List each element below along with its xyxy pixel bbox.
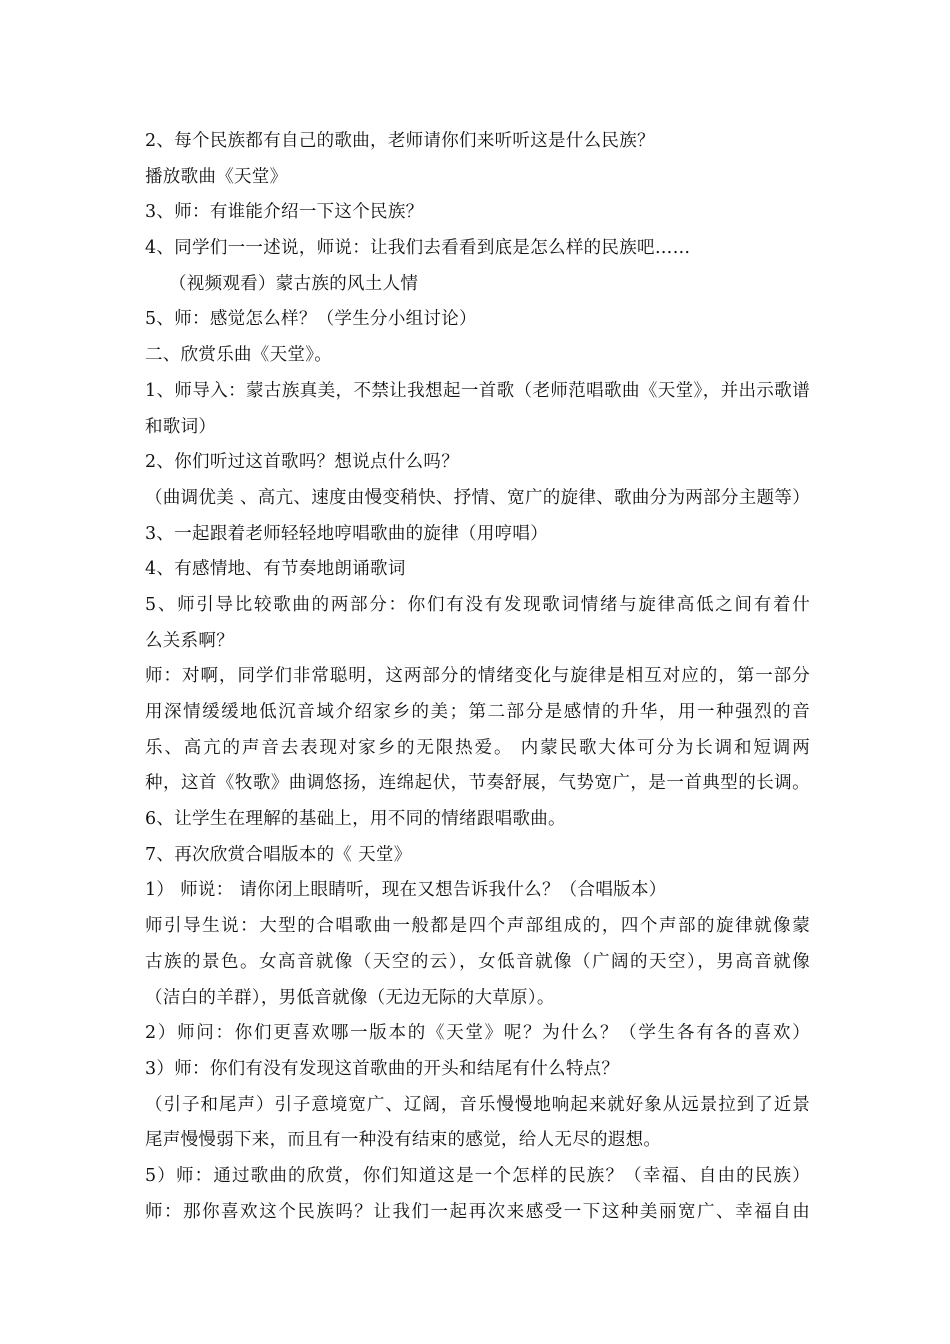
- text-line: 师：那你喜欢这个民族吗？让我们一起再次来感受一下这种美丽宽广、幸福自由: [145, 1201, 810, 1222]
- text-line: 1、师导入：蒙古族真美，不禁让我想起一首歌（老师范唱歌曲《天堂》，并出示歌谱: [145, 380, 810, 401]
- text-line: 6、让学生在理解的基础上，用不同的情绪跟唱歌曲。: [145, 809, 566, 830]
- text-line: 3、师：有谁能介绍一下这个民族？: [145, 202, 424, 223]
- text-line: 5）师：通过歌曲的欣赏，你们知道这是一个怎样的民族？（幸福、自由的民族）: [145, 1165, 810, 1186]
- text-line: 2）师问：你们更喜欢哪一版本的《天堂》呢？为什么？（学生各有各的喜欢）: [145, 1023, 810, 1044]
- text-line: 5、师引导比较歌曲的两部分：你们有没有发现歌词情绪与旋律高低之间有着什: [145, 594, 810, 615]
- text-line: 4、有感情地、有节奏地朗诵歌词: [145, 559, 406, 580]
- document-body: [145, 124, 810, 1230]
- text-line: 3）师：你们有没有发现这首歌曲的开头和结尾有什么特点？: [145, 1058, 620, 1079]
- text-line: （引子和尾声）引子意境宽广、辽阔，音乐慢慢地响起来就好象从远景拉到了近景: [145, 1094, 810, 1115]
- text-line: 3、一起跟着老师轻轻地哼唱歌曲的旋律（用哼唱）: [145, 523, 549, 544]
- text-line: 播放歌曲《天堂》: [145, 166, 288, 187]
- section-heading: 二、欣赏乐曲《天堂》。: [145, 345, 333, 366]
- text-line: （视频观看）蒙古族的风土人情: [169, 273, 419, 294]
- text-line: 和歌词）: [145, 416, 217, 437]
- text-line: 师：对啊，同学们非常聪明，这两部分的情绪变化与旋律是相互对应的，第一部分: [145, 666, 810, 687]
- text-line: 古族的景色。女高音就像（天空的云），女低音就像（广阔的天空），男高音就像: [145, 951, 810, 972]
- text-line: 2、每个民族都有自己的歌曲，老师请你们来听听这是什么民族？: [145, 131, 655, 151]
- text-line: 么关系啊？: [145, 630, 234, 651]
- text-line: 5、师：感觉怎么样？（学生分小组讨论）: [145, 309, 477, 330]
- text-line: （洁白的羊群），男低音就像（无边无际的大草原）。: [145, 987, 555, 1008]
- text-line: 乐、高亢的声音去表现对家乡的无限热爱。 内蒙民歌大体可分为长调和短调两: [145, 737, 810, 758]
- text-line: 师引导生说：大型的合唱歌曲一般都是四个声部组成的，四个声部的旋律就像蒙: [145, 916, 810, 937]
- text-line: （曲调优美 、高亢、速度由慢变稍快、抒情、宽广的旋律、歌曲分为两部分主题等）: [145, 487, 810, 508]
- text-line: 用深情缓缓地低沉音域介绍家乡的美；第二部分是感情的升华，用一种强烈的音: [145, 702, 810, 722]
- text-line: 2、你们听过这首歌吗？想说点什么吗？: [145, 452, 460, 473]
- text-line: 种，这首《牧歌》曲调悠扬，连绵起伏，节奏舒展，气势宽广，是一首典型的长调。: [145, 773, 810, 794]
- text-line: 7、再次欣赏合唱版本的《 天堂》: [145, 844, 412, 865]
- text-line: 尾声慢慢弱下来，而且有一种没有结束的感觉，给人无尽的遐想。: [145, 1130, 662, 1151]
- text-line: 1） 师说： 请你闭上眼睛听，现在又想告诉我什么？（合唱版本）: [145, 880, 667, 901]
- text-line: 4、同学们一一述说，师说：让我们去看看到底是怎么样的民族吧……: [145, 238, 691, 259]
